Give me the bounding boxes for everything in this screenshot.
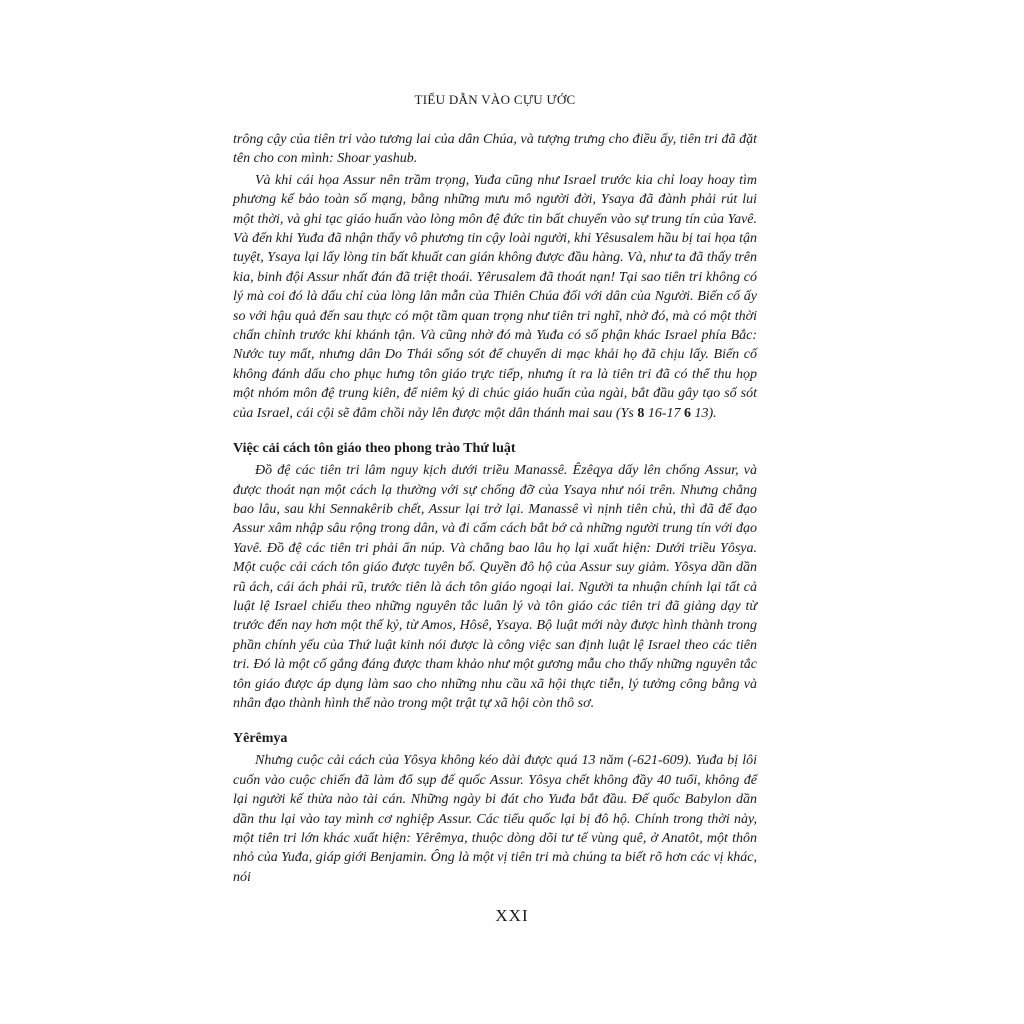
- section-heading-yeremya: Yêrêmya: [233, 731, 288, 747]
- page-number: XXI: [495, 906, 529, 925]
- paragraph-assur-crisis: [233, 171, 757, 423]
- paragraph-continuation: trông cậy của tiên tri vào tương lai của dân Chúa, và tượng trưng cho điều ấy, tiên tri đã đặt tên cho con mình: Shoar yashub.: [233, 132, 757, 167]
- scripture-verse: 13).: [691, 405, 717, 421]
- section-heading-reform: Việc cải cách tôn giáo theo phong trào Thứ luật: [233, 441, 516, 457]
- scripture-chapter-bold: 8: [637, 405, 645, 421]
- running-header: TIỂU DẪN VÀO CỰU ƯỚC: [414, 92, 576, 107]
- scripture-verse: 16-17: [644, 405, 685, 421]
- scripture-chapter-bold: 6: [684, 405, 692, 421]
- book-page: [233, 92, 757, 889]
- paragraph-yeremya: Nhưng cuộc cải cách của Yôsya không kéo dài được quá 13 năm (-621-609). Yuđa bị lôi cuốn vào cuộc chiến đã làm đổ sụp đế quốc Assur. Yôsya chết không đầy 40 tuổi, không để lại người kế thừa nào tài cán. Những ngày bi đát cho Yuđa bắt đầu. Đế quốc Babylon dần dần thu lại vào tay mình cơ nghiệp Assur. Các tiểu quốc lại bị đô hộ. Chính trong thời này, một tiên tri lớn khác xuất hiện: Yêrêmya, thuộc dòng dõi tư tế vùng quê, ở Anatôt, một thôn nhỏ của Yuđa, giáp giới Benjamin. Ông là một vị tiên tri mà chúng ta biết rõ hơn các vị khác, nói: [233, 753, 757, 885]
- paragraph-body: Và khi cái họa Assur nên trầm trọng, Yuđa cũng như Israel trước kia chỉ loay hoay tìm phương kế bảo toàn số mạng, bằng những mưu mô người đời, Ysaya đã đành phải rút lui một thời, và ghi tạc giáo huấn vào lòng môn đệ đức tin bất chuyển vào sự trung tín của Yavê. Và đến khi Yuđa đã nhận thấy vô phương tin cậy loài người, khi Yêsusalem hầu bị tai họa tận tuyệt, Ysaya lại lấy lòng tin bất khuất can gián không được đầu hàng. Và, như ta đã thấy trên kia, binh đội Assur nhất đán đã triệt thoái. Yêrusalem đã thoát nạn! Tại sao tiên tri không có lý mà coi đó là dấu chỉ của lòng lân mẫn của Thiên Chúa đối với dân của Người. Biến cố ấy so với hậu quả đến sau thực có một tầm quan trọng như tiên tri nghĩ, nhờ đó, mà có một thời chấn chỉnh trước khi khánh tận. Và cũng nhờ đó mà Yuđa có số phận khác Israel phía Bắc: Nước tuy mất, nhưng dân Do Thái sống sót để chuyển di mạc khải họ đã chịu lấy. Biến cố không đánh dấu cho phục hưng tôn giáo trực tiếp, nhưng ít ra là tiên tri đã có thể thu họp một nhóm môn đệ trung kiên, để niêm ký di chúc giáo huấn của ngài, bắt đầu gây tạo số sót của Israel, cái cội sẽ đâm chồi nảy lên được một dân thánh mai sau (Ys: [233, 172, 757, 421]
- paragraph-reform: Đồ đệ các tiên tri lâm nguy kịch dưới triều Manassê. Êzêqya dấy lên chống Assur, và được thoát nạn một cách lạ thường với sự chống đỡ của Ysaya như nói trên. Nhưng chẳng bao lâu, sau khi Sennakêrib chết, Assur lại trở lại. Manassê vì nịnh tiên chủ, thì đã để đạo Assur xâm nhập sâu rộng trong dân, và đi cấm cách bắt bớ cả những người trung tín với đạo Yavê. Đồ đệ các tiên tri phải ẩn núp. Và chẳng bao lâu họ lại xuất hiện: Dưới triều Yôsya. Một cuộc cải cách tôn giáo được tuyên bố. Quyền đô hộ của Assur suy giảm. Yôsya dần dần rũ ách, cái ách phải rũ, trước tiên là ách tôn giáo ngoại lai. Người ta nhuận chính lại tất cả luật lệ Israel chiếu theo những nguyên tắc luân lý và tôn giáo các tiên tri đã giảng dạy từ trước đến nay hơn một thế kỷ, từ Amos, Hôsê, Ysaya. Bộ luật mới này được hình thành trong phần chính yếu của Thứ luật kinh nói được là công việc san định luật lệ Israel theo các tiên tri. Đó là một cố gắng đáng được tham khảo như một gương mẫu cho thấy những nguyên tắc tôn giáo được áp dụng làm sao cho những nhu cầu xã hội thực tiễn, lý tưởng công bằng và nhân đạo thành hình thế nào trong một trật tự xã hội còn thô sơ.: [233, 463, 757, 711]
